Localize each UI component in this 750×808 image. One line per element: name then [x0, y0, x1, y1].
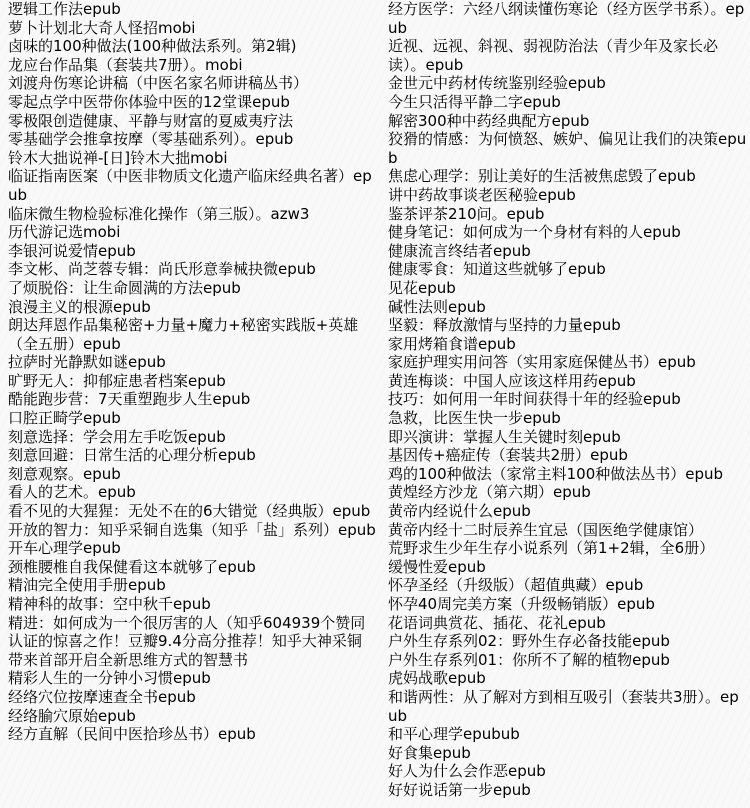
book-entry: 户外生存系列02：野外生存必备技能epub: [388, 632, 670, 651]
book-entry: 技巧：如何用一年时间获得十年的经验epub: [388, 390, 681, 409]
book-entry: 焦虑心理学：别让美好的生活被焦虑毁了epub: [388, 167, 696, 186]
book-entry: 龙应台作品集（套装共7册）。mobi: [8, 55, 243, 74]
book-entry: 家庭护理实用问答（实用家庭保健丛书）epub: [388, 353, 696, 372]
book-entry: 颈椎腰椎自我保健看这本就够了epub: [8, 557, 256, 576]
book-entry: 经方医学：六经八纲读懂伤寒论（经方医学书系）。epub: [388, 0, 745, 37]
book-entry: 刻意观察。epub: [8, 464, 121, 483]
book-entry: 怀孕40周完美方案（升级畅销版）epub: [388, 595, 655, 613]
book-entry: 鉴茶评茶210问。epub: [388, 204, 545, 223]
book-entry: 旷野无人：抑郁症患者档案epub: [8, 371, 226, 390]
book-entry: 李银河说爱情epub: [8, 241, 136, 260]
book-entry: 即兴演讲：掌握人生关键时刻epub: [388, 427, 621, 446]
book-entry: 口腔正畸学epub: [8, 409, 121, 428]
book-entry: 缓慢性爱epub: [388, 557, 486, 576]
book-entry: 鸡的100种做法（家常主料100种做法丛书）epub: [388, 464, 724, 483]
book-entry: 健康零食：知道这些就够了epub: [388, 260, 606, 279]
book-entry: 狡猾的情感：为何愤怒、嫉妒、偏见让我们的决策epub: [388, 130, 747, 167]
book-entry: 精油完全使用手册epub: [8, 576, 166, 595]
book-entry: 黄帝内经说什么epub: [388, 502, 531, 521]
book-entry: 零基础学会推拿按摩（零基础系列）。epub: [8, 130, 294, 149]
book-entry: 怀孕圣经（升级版）（超值典藏）epub: [388, 576, 644, 595]
book-entry: 经方直解（民间中医拾珍丛书）epub: [8, 725, 256, 744]
book-entry: 刻意回避：日常生活的心理分析epub: [8, 446, 256, 465]
book-entry: 见花epub: [388, 278, 456, 297]
book-entry: 李文彬、尚芝蓉专辑：尚氏形意拳械抉微epub: [8, 260, 316, 279]
book-entry: 家用烤箱食谱epub: [388, 334, 516, 353]
book-entry: 和谐两性：从了解对方到相互吸引（套装共3册）。epub: [388, 687, 739, 725]
book-entry: 健康流言终结者epub: [388, 241, 531, 260]
book-entry: 精进：如何成为一个很厉害的人（知乎604939个赞同认证的惊喜之作！豆瓣9.4分高分推荐！知乎大神采铜带来首部开启全新思维方式的智慧书: [8, 613, 366, 669]
book-entry: 和平心理学epubub: [388, 725, 520, 744]
book-entry: 健身笔记：如何成为一个身材有料的人epub: [388, 223, 681, 242]
book-entry: 临床微生物检验标准化操作（第三版）。azw3: [8, 204, 310, 223]
book-entry: 开放的智力：知乎采铜自选集（知乎「盐」系列）epub: [8, 520, 376, 539]
book-entry: 好好说话第一步epub: [388, 780, 531, 799]
book-entry: 开车心理学epub: [8, 539, 121, 558]
book-entry: 黄煌经方沙龙（第六期）epub: [388, 483, 591, 502]
book-entry: 看人的艺术。epub: [8, 483, 136, 502]
book-entry: 基因传+癌症传（套装共2册）epub: [388, 446, 628, 465]
book-entry: 萝卜计划北大奇人怪招mobi: [8, 18, 196, 37]
book-entry: 临证指南医案（中医非物质文化遗产临床经典名著）epub: [8, 167, 372, 204]
book-entry: 零极限创造健康、平静与财富的夏威夷疗法: [8, 111, 294, 130]
book-entry: 刻意选择：学会用左手吃饭epub: [8, 427, 226, 446]
book-entry: 解密300种中药经典配方epub: [388, 111, 590, 130]
left-column: [8, 0, 376, 744]
book-entry: 好食集epub: [388, 743, 471, 762]
book-entry: 朗达拜恩作品集秘密+力量+魔力+秘密实践版+英雄（全五册）epub: [8, 316, 359, 353]
book-entry: 浪漫主义的根源epub: [8, 297, 151, 316]
book-entry: 黄帝内经十二时辰养生宜忌（国医绝学健康馆）: [388, 520, 704, 539]
book-entry: 坚毅：释放激情与坚持的力量epub: [388, 316, 621, 335]
book-entry: 刘渡舟伤寒论讲稿（中医名家名师讲稿丛书）: [8, 74, 309, 93]
book-entry: 了烦脱俗：让生命圆满的方法epub: [8, 278, 241, 297]
book-entry: 经络穴位按摩速查全书epub: [8, 687, 196, 706]
book-entry: 卤味的100种做法(100种做法系列。第2辑): [8, 37, 297, 56]
book-entry: 黄连梅谈：中国人应该这样用药epub: [388, 371, 636, 390]
book-entry: 好人为什么会作恶epub: [388, 762, 546, 781]
book-entry: 户外生存系列01：你所不了解的植物epub: [388, 650, 670, 669]
book-entry: 今生只活得平静二字epub: [388, 92, 561, 111]
book-entry: 讲中药故事谈老医秘验epub: [388, 185, 576, 204]
book-entry: 金世元中药材传统鉴别经验epub: [388, 74, 606, 93]
book-entry: 酷能跑步营：7天重塑跑步人生epub: [8, 390, 251, 409]
book-entry: 拉萨时光静默如谜epub: [8, 353, 166, 372]
book-entry: 荒野求生少年生存小说系列（第1+2辑，全6册）: [388, 539, 715, 558]
book-entry: 看不见的大猩猩：无处不在的6大错觉（经典版）epub: [8, 502, 371, 521]
book-entry: 逻辑工作法epub: [8, 0, 121, 18]
book-entry: 近视、远视、斜视、弱视防治法（青少年及家长必读）。epub: [388, 37, 719, 74]
book-entry: 精神科的故事：空中秋千epub: [8, 595, 211, 613]
book-entry: 铃木大拙说禅-[日]铃木大拙mobi: [8, 148, 228, 167]
book-entry: 经络腧穴原始epub: [8, 706, 136, 725]
book-entry: 精彩人生的一分钟小习惯epub: [8, 669, 211, 688]
book-entry: 零起点学中医带你体验中医的12堂课epub: [8, 92, 290, 111]
book-entry: 虎妈战歌epub: [388, 669, 486, 688]
book-entry: 急救，比医生快一步epub: [388, 409, 561, 428]
book-entry: 花语词典赏花、插花、花礼epub: [388, 613, 606, 632]
book-entry: 碱性法则epub: [388, 297, 486, 316]
right-column: [388, 0, 748, 800]
book-entry: 历代游记选mobi: [8, 223, 121, 242]
